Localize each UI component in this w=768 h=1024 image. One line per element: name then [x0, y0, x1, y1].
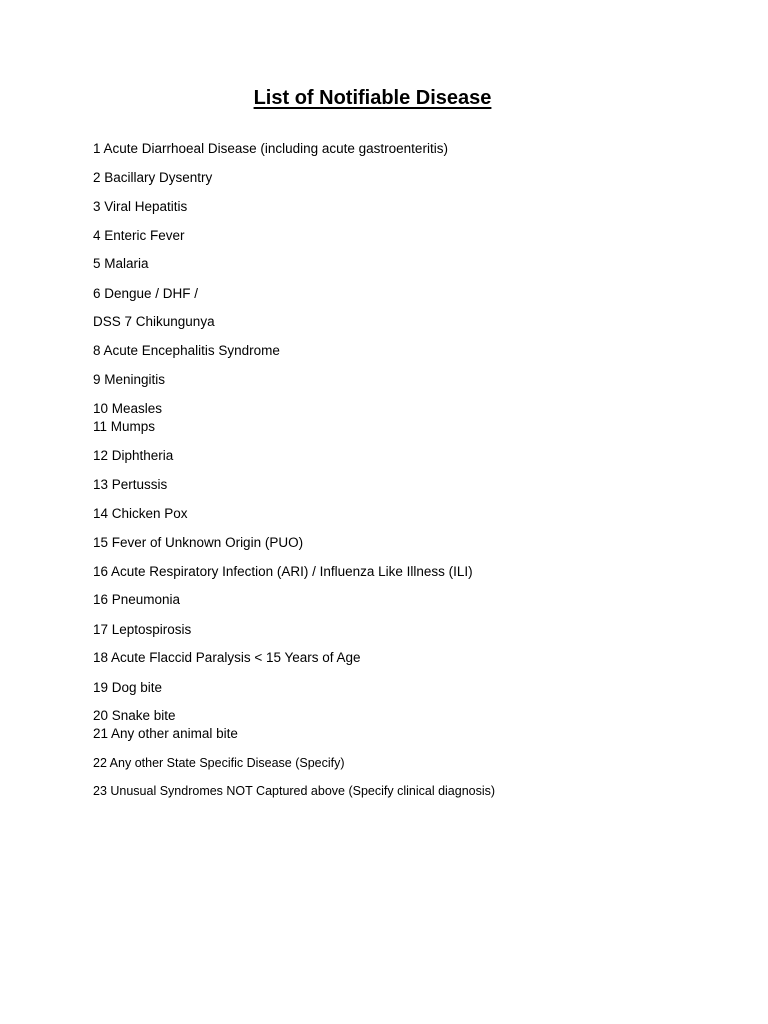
- list-item: 14 Chicken Pox: [93, 506, 188, 521]
- list-item: 1 Acute Diarrhoeal Disease (including acute gastroenteritis): [93, 141, 448, 156]
- list-item: 16 Pneumonia: [93, 592, 181, 607]
- list-item: 18 Acute Flaccid Paralysis < 15 Years of Age: [93, 650, 361, 665]
- list-item: DSS 7 Chikungunya: [93, 314, 215, 329]
- list-item: 9 Meningitis: [93, 372, 166, 387]
- list-item: 11 Mumps: [93, 419, 156, 434]
- list-item: 12 Diphtheria: [93, 448, 174, 463]
- list-item: 4 Enteric Fever: [93, 228, 185, 243]
- list-item: 6 Dengue / DHF /: [93, 286, 199, 301]
- list-item: 19 Dog bite: [93, 680, 163, 695]
- list-item: 16 Acute Respiratory Infection (ARI) / Influenza Like Illness (ILI): [93, 564, 473, 579]
- list-item: 23 Unusual Syndromes NOT Captured above (Specify clinical diagnosis): [93, 784, 496, 798]
- list-item: 20 Snake bite: [93, 708, 176, 723]
- list-item: 15 Fever of Unknown Origin (PUO): [93, 535, 304, 550]
- list-item: 13 Pertussis: [93, 477, 168, 492]
- list-item: 3 Viral Hepatitis: [93, 199, 188, 214]
- list-item: 2 Bacillary Dysentry: [93, 170, 213, 185]
- list-item: 17 Leptospirosis: [93, 622, 192, 637]
- list-item: 21 Any other animal bite: [93, 726, 238, 741]
- document-title: List of Notifiable Disease: [253, 87, 492, 109]
- list-item: 5 Malaria: [93, 256, 149, 271]
- list-item: 8 Acute Encephalitis Syndrome: [93, 343, 280, 358]
- list-item: 10 Measles: [93, 401, 163, 416]
- list-item: 22 Any other State Specific Disease (Specify): [93, 756, 345, 770]
